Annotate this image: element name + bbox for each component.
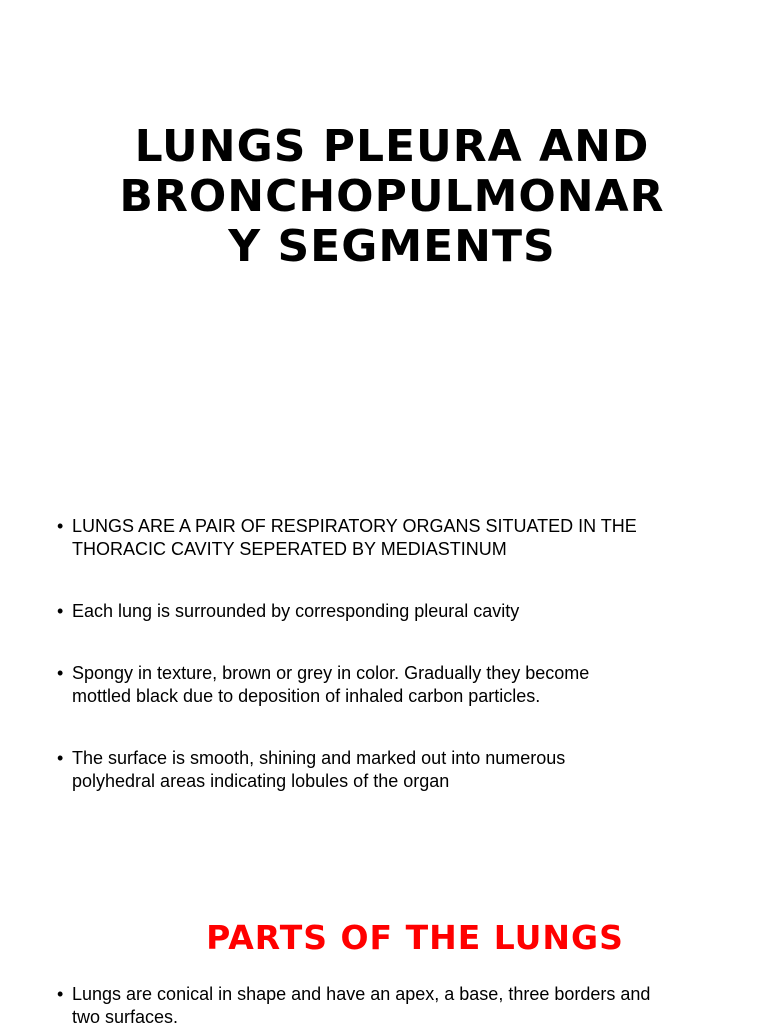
- section-heading: PARTS OF THE LUNGS: [206, 918, 624, 957]
- slide-title: [100, 122, 684, 272]
- bullet-icon: •: [57, 984, 64, 1004]
- bullet-item: [57, 515, 637, 561]
- bullet-icon: •: [57, 601, 64, 621]
- bullet-text-line: two surfaces.: [72, 1007, 179, 1027]
- bullet-text-line: Lungs are conical in shape and have an apex, a base, three borders and: [72, 984, 651, 1004]
- parts-slide: [0, 860, 768, 1027]
- bullet-text-line: The surface is smooth, shining and marked out into numerous: [72, 748, 566, 768]
- title-line: Y SEGMENTS: [228, 221, 556, 272]
- bullet-item: [57, 747, 637, 793]
- bullet-item: [57, 983, 650, 1029]
- content-slide: [0, 470, 768, 860]
- bullet-text-line: THORACIC CAVITY SEPERATED BY MEDIASTINUM: [72, 539, 507, 559]
- bullet-list: [57, 983, 650, 1029]
- title-slide: [0, 0, 768, 470]
- bullet-icon: •: [57, 516, 64, 536]
- bullet-text-line: LUNGS ARE A PAIR OF RESPIRATORY ORGANS SITUATED IN THE: [72, 516, 637, 536]
- bullet-item: [57, 600, 637, 623]
- bullet-icon: •: [57, 663, 64, 683]
- bullet-item: [57, 662, 637, 708]
- bullet-text-line: mottled black due to deposition of inhaled carbon particles.: [72, 686, 541, 706]
- bullet-text-line: polyhedral areas indicating lobules of the organ: [72, 771, 450, 791]
- title-line: LUNGS PLEURA AND: [134, 121, 650, 172]
- bullet-list: [57, 515, 637, 832]
- bullet-text-line: Spongy in texture, brown or grey in color. Gradually they become: [72, 663, 590, 683]
- bullet-icon: •: [57, 748, 64, 768]
- bullet-text-line: Each lung is surrounded by corresponding pleural cavity: [72, 601, 520, 621]
- title-line: BRONCHOPULMONAR: [119, 171, 665, 222]
